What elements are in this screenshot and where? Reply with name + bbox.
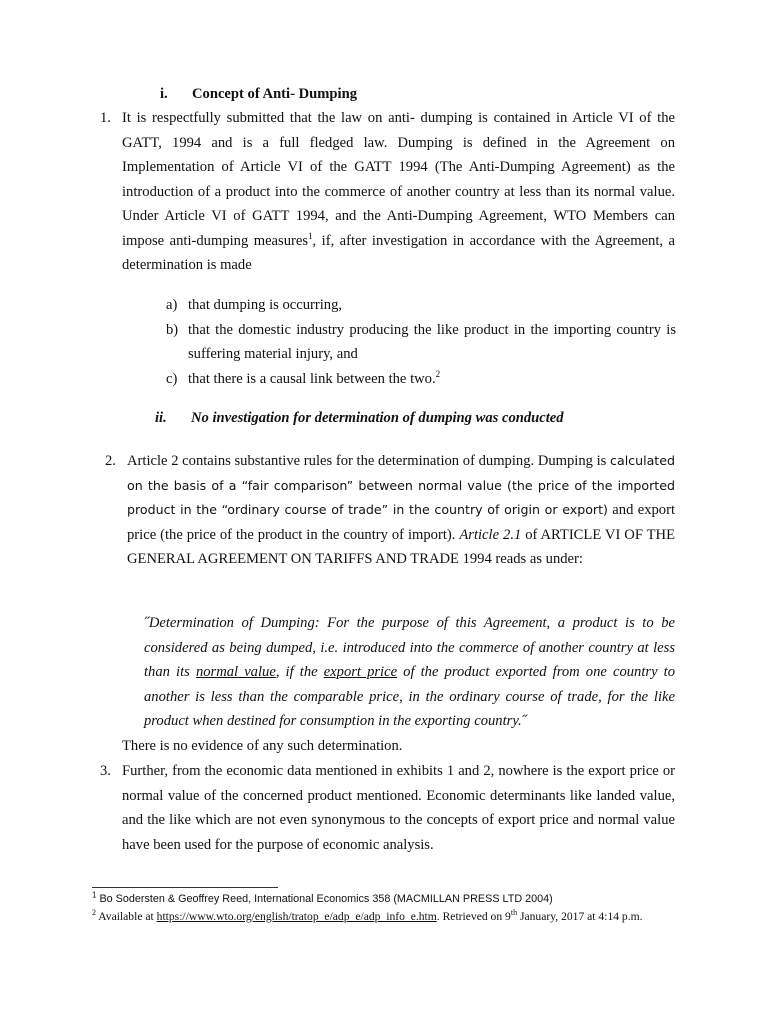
quote-text: , if the — [275, 664, 324, 680]
list-label: b) — [166, 321, 179, 338]
paragraph-2 — [105, 449, 676, 572]
list-text: that the domestic industry producing the like product in the importing country is suffering material injury, and — [188, 321, 676, 362]
section-numeral: i. — [160, 86, 168, 102]
article-reference: Article 2.1 — [459, 526, 522, 543]
paragraph-text: Article 2 contains substantive rules for the determination of dumping. Dumping is — [127, 453, 611, 469]
section-title: Concept of Anti- Dumping — [192, 86, 358, 102]
list-item — [166, 367, 676, 392]
section-heading-no-investigation — [155, 409, 675, 429]
quote-text: ˝Determination of Dumping: For the purpose of this Agreement, a product is to be considered as being dumped, i.e. introduced into the commerce of another country at less than its — [144, 615, 675, 680]
footnote-1 — [92, 892, 682, 907]
paragraph-text: of ARTICLE VI OF THE GENERAL AGREEMENT ON TARIFFS AND TRADE 1994 reads as under: — [127, 526, 675, 567]
paragraph-number: 3. — [100, 763, 111, 779]
block-quote — [144, 611, 675, 734]
list-item — [166, 293, 676, 318]
ordinal-suffix: th — [510, 908, 518, 918]
footnote-2 — [92, 910, 682, 925]
list-text: that there is a causal link between the two. — [188, 370, 436, 387]
section-title: No investigation for determination of dumping was conducted — [191, 410, 564, 426]
paragraph-text: It is respectfully submitted that the law on anti- dumping is contained in Article VI of the GATT, 1994 and is a full fledged law. Dumping is defined in the Agreement on Implementation of Article VI of the GATT 1994 (The Anti-Dumping Agreement) as the introduction of a product into the commerce of another country at less than its normal value. Under Article VI of GATT 1994, and the Anti-Dumping Agreement, WTO Members can impose anti-dumping measures — [122, 110, 675, 249]
footnote-text: . Retrieved on 9 — [436, 910, 511, 923]
paragraph-text: and export price (the price of the product in the country of import). — [127, 502, 676, 543]
paragraph-text: Further, from the economic data mentioned in exhibits 1 and 2, nowhere is the export price or normal value of the concerned product mentioned. Economic determinants like landed value, and the like which are not even synonymous to the concepts of export price and normal value have been used for the purpose of economic analysis. — [122, 763, 675, 853]
paragraph-3 — [100, 759, 675, 857]
list-item — [166, 318, 676, 367]
paragraph-number: 1. — [100, 110, 111, 126]
paragraph-1 — [100, 106, 675, 278]
footnote-link[interactable]: https://www.wto.org/english/tratop_e/adp_e/adp_info_e.htm — [156, 910, 437, 923]
footnote-mark: 1 — [92, 890, 97, 900]
list-label: c) — [166, 370, 178, 387]
no-evidence-line: There is no evidence of any such determination. — [122, 738, 403, 754]
footnote-ref[interactable]: 2 — [435, 368, 441, 379]
list-label: a) — [166, 297, 178, 313]
section-heading-concept — [160, 85, 660, 105]
paragraph-text-sans: calculated on the basis of a “fair comparison” between normal value (the price of the imported product in the “ordinary course of trade” in the country of origin or export) — [127, 453, 675, 517]
footnote-text: Bo Sodersten & Geoffrey Reed, International Economics 358 (MACMILLAN PRESS LTD 2004) — [96, 893, 553, 905]
section-numeral: ii. — [155, 410, 167, 426]
list-text: that dumping is occurring, — [188, 297, 343, 313]
quote-text: of the product exported from one country to another is less than the comparable price, in the ordinary course of trade, for the like product when destined for consumption in the exporting country.˝ — [144, 664, 675, 729]
underlined-term: export price — [323, 664, 398, 680]
paragraph-text: , if, after investigation in accordance with the Agreement, a determination is made — [122, 232, 675, 273]
footnote-text: Available at — [96, 910, 157, 923]
footnote-separator — [92, 887, 278, 888]
footnote-ref[interactable]: 1 — [308, 230, 313, 241]
underlined-term: normal value — [195, 664, 276, 680]
footnote-text: January, 2017 at 4:14 p.m. — [517, 910, 643, 923]
determination-list — [166, 293, 676, 391]
paragraph-number: 2. — [105, 453, 116, 469]
footnote-mark: 2 — [92, 908, 96, 918]
